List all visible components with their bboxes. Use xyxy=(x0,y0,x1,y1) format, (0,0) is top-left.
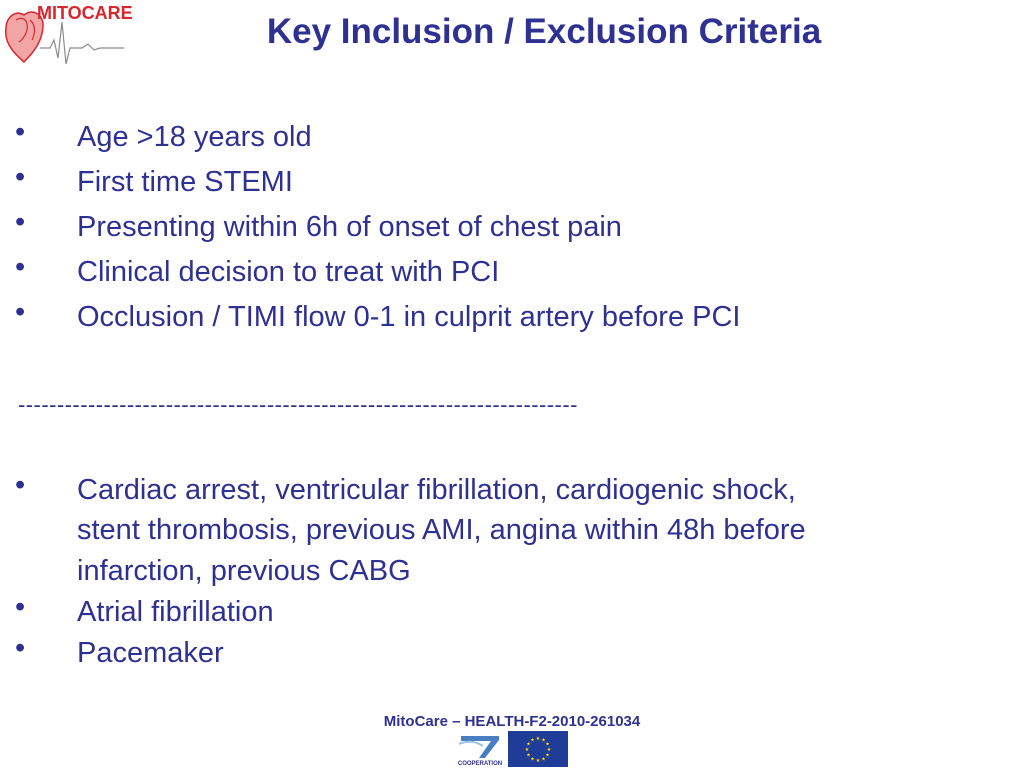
slide-title: Key Inclusion / Exclusion Criteria xyxy=(266,12,822,51)
svg-text:★: ★ xyxy=(535,758,541,764)
svg-text:★: ★ xyxy=(530,737,535,744)
bullet-marker: • xyxy=(15,206,26,238)
svg-text:★: ★ xyxy=(541,756,546,763)
bullet-marker: • xyxy=(15,469,26,501)
svg-text:★: ★ xyxy=(541,737,546,744)
svg-text:★: ★ xyxy=(530,756,535,763)
footer-text: MitoCare – HEALTH-F2-2010-261034 xyxy=(383,713,641,730)
fp7-cooperation-logo-icon xyxy=(455,730,505,768)
footer-grant-id xyxy=(0,713,1024,730)
inclusion-item: First time STEMI xyxy=(77,166,293,198)
inclusion-item: Occlusion / TIMI flow 0-1 in culprit artery before PCI xyxy=(77,301,741,333)
svg-text:★: ★ xyxy=(545,741,550,748)
exclusion-item: Pacemaker xyxy=(77,637,224,669)
section-divider: ------------------------------------------------------------------------ xyxy=(18,392,578,417)
exclusion-item: Atrial fibrillation xyxy=(77,596,274,628)
inclusion-item: Clinical decision to treat with PCI xyxy=(77,256,500,288)
exclusion-item-line: Cardiac arrest, ventricular fibrillation, cardiogenic shock, xyxy=(77,474,796,506)
fp7-label: COOPERATION xyxy=(457,761,503,767)
exclusion-item-line: stent thrombosis, previous AMI, angina within 48h before xyxy=(77,514,806,546)
bullet-marker: • xyxy=(15,632,26,664)
bullet-marker: • xyxy=(15,296,26,328)
bullet-marker: • xyxy=(15,116,26,148)
bullet-marker: • xyxy=(15,251,26,283)
svg-text:★: ★ xyxy=(524,747,530,753)
logo-text: MITOCARE xyxy=(37,3,133,23)
inclusion-item: Age >18 years old xyxy=(77,121,312,153)
svg-text:★: ★ xyxy=(546,747,552,753)
svg-text:★: ★ xyxy=(526,752,531,759)
svg-text:★: ★ xyxy=(545,752,550,759)
eu-flag-icon xyxy=(508,731,568,767)
bullet-marker: • xyxy=(15,161,26,193)
inclusion-item: Presenting within 6h of onset of chest pain xyxy=(77,211,622,243)
bullet-marker: • xyxy=(15,591,26,623)
exclusion-item-line: infarction, previous CABG xyxy=(77,555,411,587)
svg-text:★: ★ xyxy=(526,741,531,748)
svg-text:★: ★ xyxy=(535,736,541,742)
